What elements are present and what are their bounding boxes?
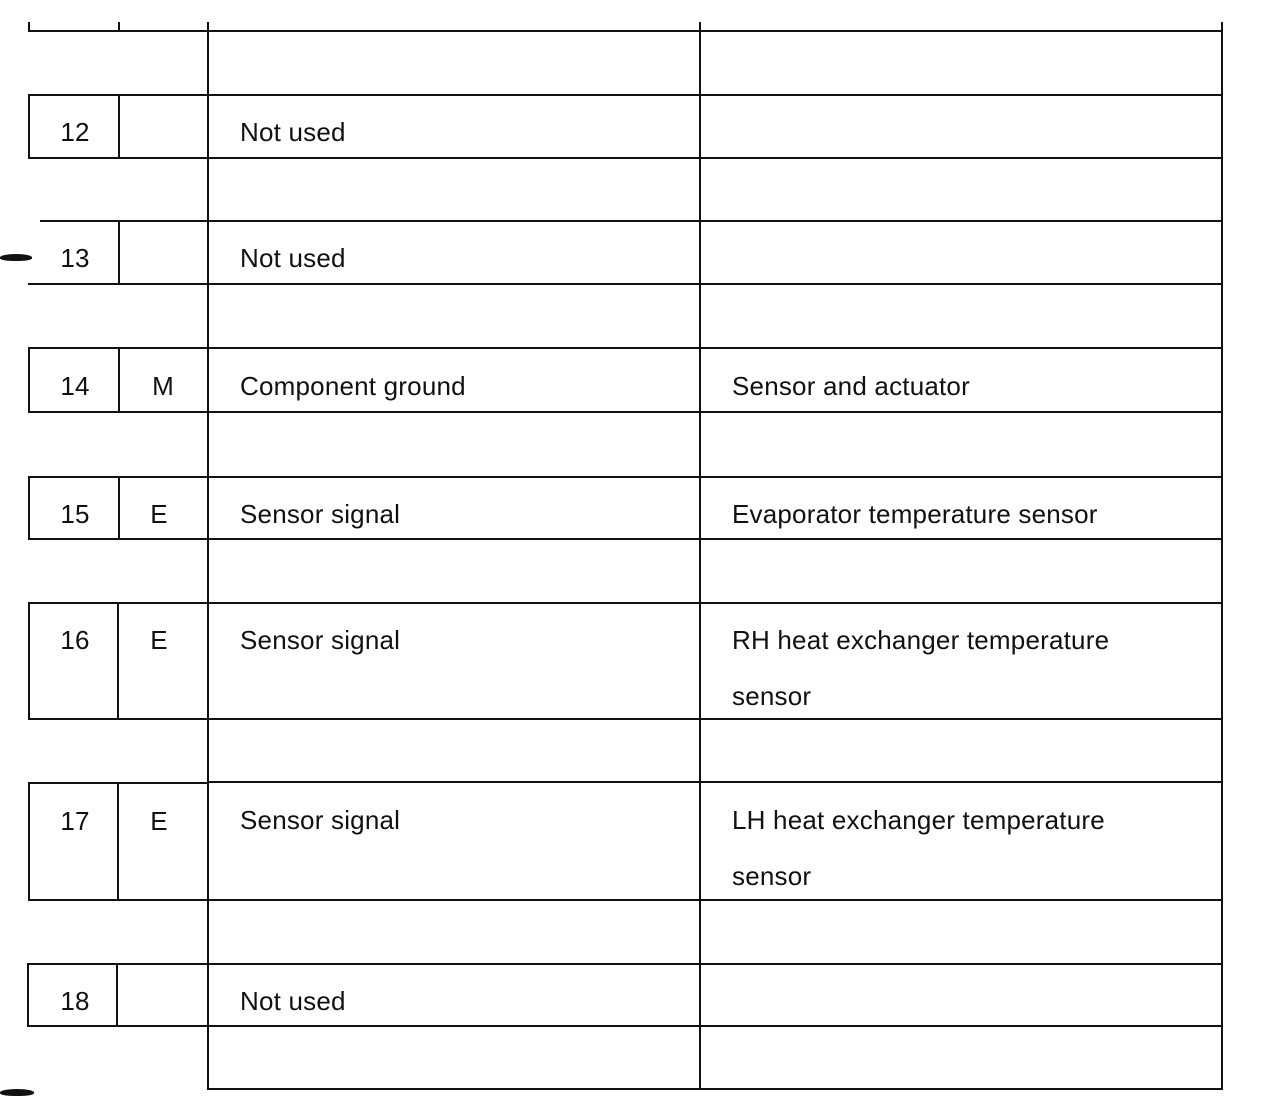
component-name-line2: sensor	[732, 681, 812, 711]
signal-description: Not used	[240, 986, 346, 1016]
signal-description: Component ground	[240, 371, 466, 401]
pin-number: 14	[60, 371, 90, 401]
wire-code: E	[150, 499, 168, 529]
pin-number: 13	[60, 243, 90, 273]
row-border	[28, 347, 1223, 349]
row-border	[28, 94, 1223, 96]
table-border-left	[27, 965, 29, 1027]
wire-code: E	[150, 625, 168, 655]
row-border	[207, 1088, 1223, 1090]
row-border	[28, 283, 1223, 285]
column-divider-code	[207, 22, 209, 1090]
row-border	[40, 220, 1223, 222]
signal-description: Not used	[240, 243, 346, 273]
pin-number: 16	[60, 625, 90, 655]
row-border	[28, 30, 1223, 32]
component-name: Sensor and actuator	[732, 371, 970, 401]
row-border	[28, 476, 1223, 478]
component-name: Evaporator temperature sensor	[732, 499, 1098, 529]
pin-number: 18	[60, 986, 90, 1016]
column-divider-signal	[699, 22, 701, 1090]
pin-number: 15	[60, 499, 90, 529]
table-border-right	[1221, 22, 1223, 1090]
row-border	[27, 963, 1223, 965]
scan-mark	[0, 1089, 34, 1096]
row-border	[28, 718, 1223, 720]
wire-code: E	[150, 806, 168, 836]
signal-description: Sensor signal	[240, 805, 401, 835]
component-name-line1: RH heat exchanger temperature	[732, 625, 1110, 655]
scan-mark	[0, 254, 32, 261]
pin-number: 12	[60, 117, 90, 147]
signal-description: Sensor signal	[240, 625, 401, 655]
signal-description: Sensor signal	[240, 499, 401, 529]
signal-description: Not used	[240, 117, 346, 147]
row-border	[28, 157, 1223, 159]
component-name-line2: sensor	[732, 861, 812, 891]
row-border	[28, 602, 1223, 604]
row-border	[207, 781, 1223, 783]
row-border	[28, 899, 1223, 901]
row-border	[27, 1025, 1223, 1027]
row-border	[28, 782, 208, 784]
pin-number: 17	[60, 806, 90, 836]
component-name-line1: LH heat exchanger temperature	[732, 805, 1105, 835]
wire-code: M	[152, 371, 174, 401]
